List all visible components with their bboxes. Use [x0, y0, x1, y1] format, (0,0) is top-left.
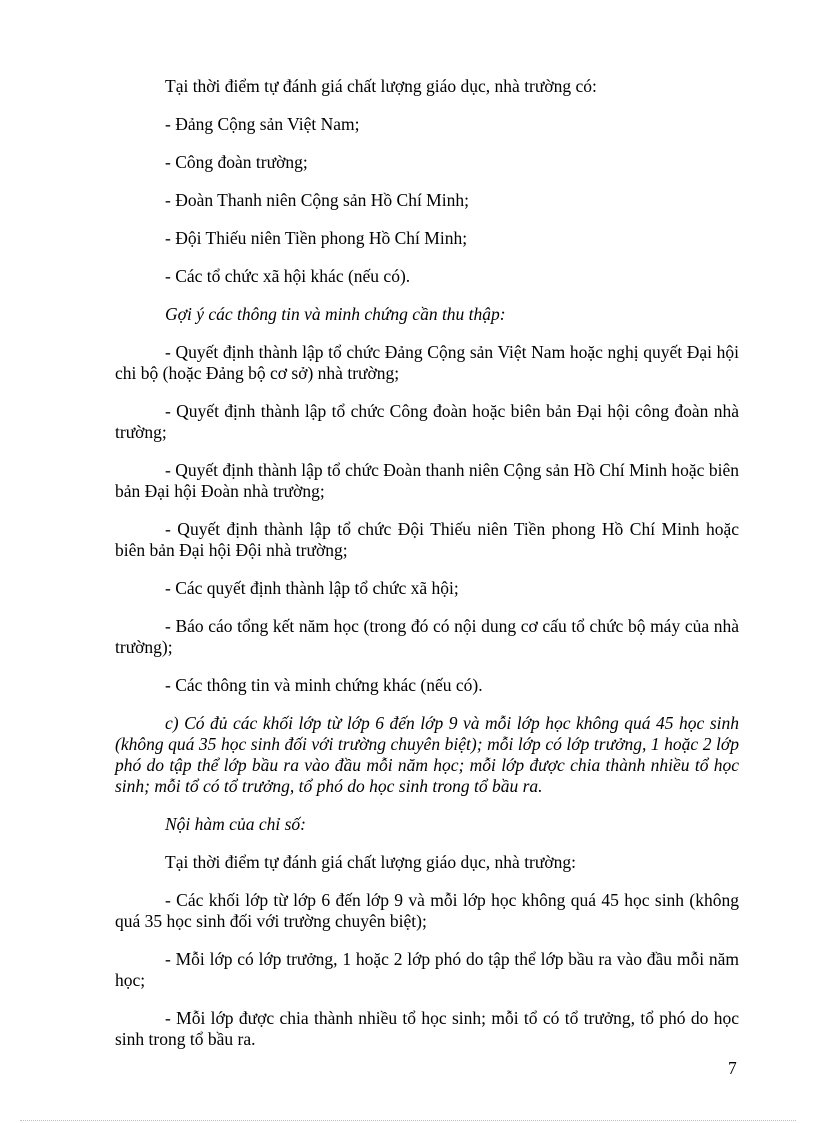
list-item: - Đội Thiếu niên Tiền phong Hồ Chí Minh;	[165, 228, 468, 248]
scope-item: - Mỗi lớp có lớp trưởng, 1 hoặc 2 lớp phó do tập thể lớp bầu ra vào đầu mỗi năm học;	[115, 949, 739, 990]
intro-paragraph: Tại thời điểm tự đánh giá chất lượng giáo dục, nhà trường có:	[165, 76, 597, 96]
list-item: - Công đoàn trường;	[165, 152, 308, 172]
criterion-c-paragraph: c) Có đủ các khối lớp từ lớp 6 đến lớp 9 và mỗi lớp học không quá 45 học sinh (không quá 35 học sinh đối với trường chuyên biệt); mỗi lớp có lớp trưởng, 1 hoặc 2 lớp phó do tập thể lớp bầu ra vào đầu mỗi năm học; mỗi lớp được chia thành nhiều tổ học sinh; mỗi tổ có tổ trưởng, tổ phó do học sinh trong tổ bầu ra.	[115, 713, 739, 796]
scope-item: - Mỗi lớp được chia thành nhiều tổ học sinh; mỗi tổ có tổ trưởng, tổ phó do học sinh trong tổ bầu ra.	[115, 1008, 739, 1049]
page-number: 7	[728, 1058, 737, 1078]
evidence-item: - Quyết định thành lập tổ chức Đoàn thanh niên Cộng sản Hồ Chí Minh hoặc biên bản Đại hội Đoàn nhà trường;	[115, 460, 739, 501]
evidence-item: - Báo cáo tổng kết năm học (trong đó có nội dung cơ cấu tổ chức bộ máy của nhà trường);	[115, 616, 739, 657]
document-body	[115, 76, 739, 1050]
evidence-heading: Gợi ý các thông tin và minh chứng cần thu thập:	[165, 304, 506, 324]
evidence-item: - Các thông tin và minh chứng khác (nếu có).	[165, 675, 483, 695]
list-item: - Đảng Cộng sản Việt Nam;	[165, 114, 360, 134]
evidence-item: - Quyết định thành lập tổ chức Đội Thiếu niên Tiền phong Hồ Chí Minh hoặc biên bản Đại hội Đội nhà trường;	[115, 519, 739, 560]
list-item: - Các tổ chức xã hội khác (nếu có).	[165, 266, 411, 286]
evidence-item: - Các quyết định thành lập tổ chức xã hội;	[165, 578, 459, 598]
scope-intro: Tại thời điểm tự đánh giá chất lượng giáo dục, nhà trường:	[165, 852, 576, 872]
page-bottom-divider	[20, 1120, 796, 1121]
list-item: - Đoàn Thanh niên Cộng sản Hồ Chí Minh;	[165, 190, 469, 210]
evidence-item: - Quyết định thành lập tổ chức Công đoàn hoặc biên bản Đại hội công đoàn nhà trường;	[115, 401, 739, 442]
scope-heading: Nội hàm của chỉ số:	[165, 814, 306, 834]
evidence-item: - Quyết định thành lập tổ chức Đảng Cộng sản Việt Nam hoặc nghị quyết Đại hội chi bộ (hoặc Đảng bộ cơ sở) nhà trường;	[115, 342, 739, 383]
scope-item: - Các khối lớp từ lớp 6 đến lớp 9 và mỗi lớp học không quá 45 học sinh (không quá 35 học sinh đối với trường chuyên biệt);	[115, 890, 739, 931]
